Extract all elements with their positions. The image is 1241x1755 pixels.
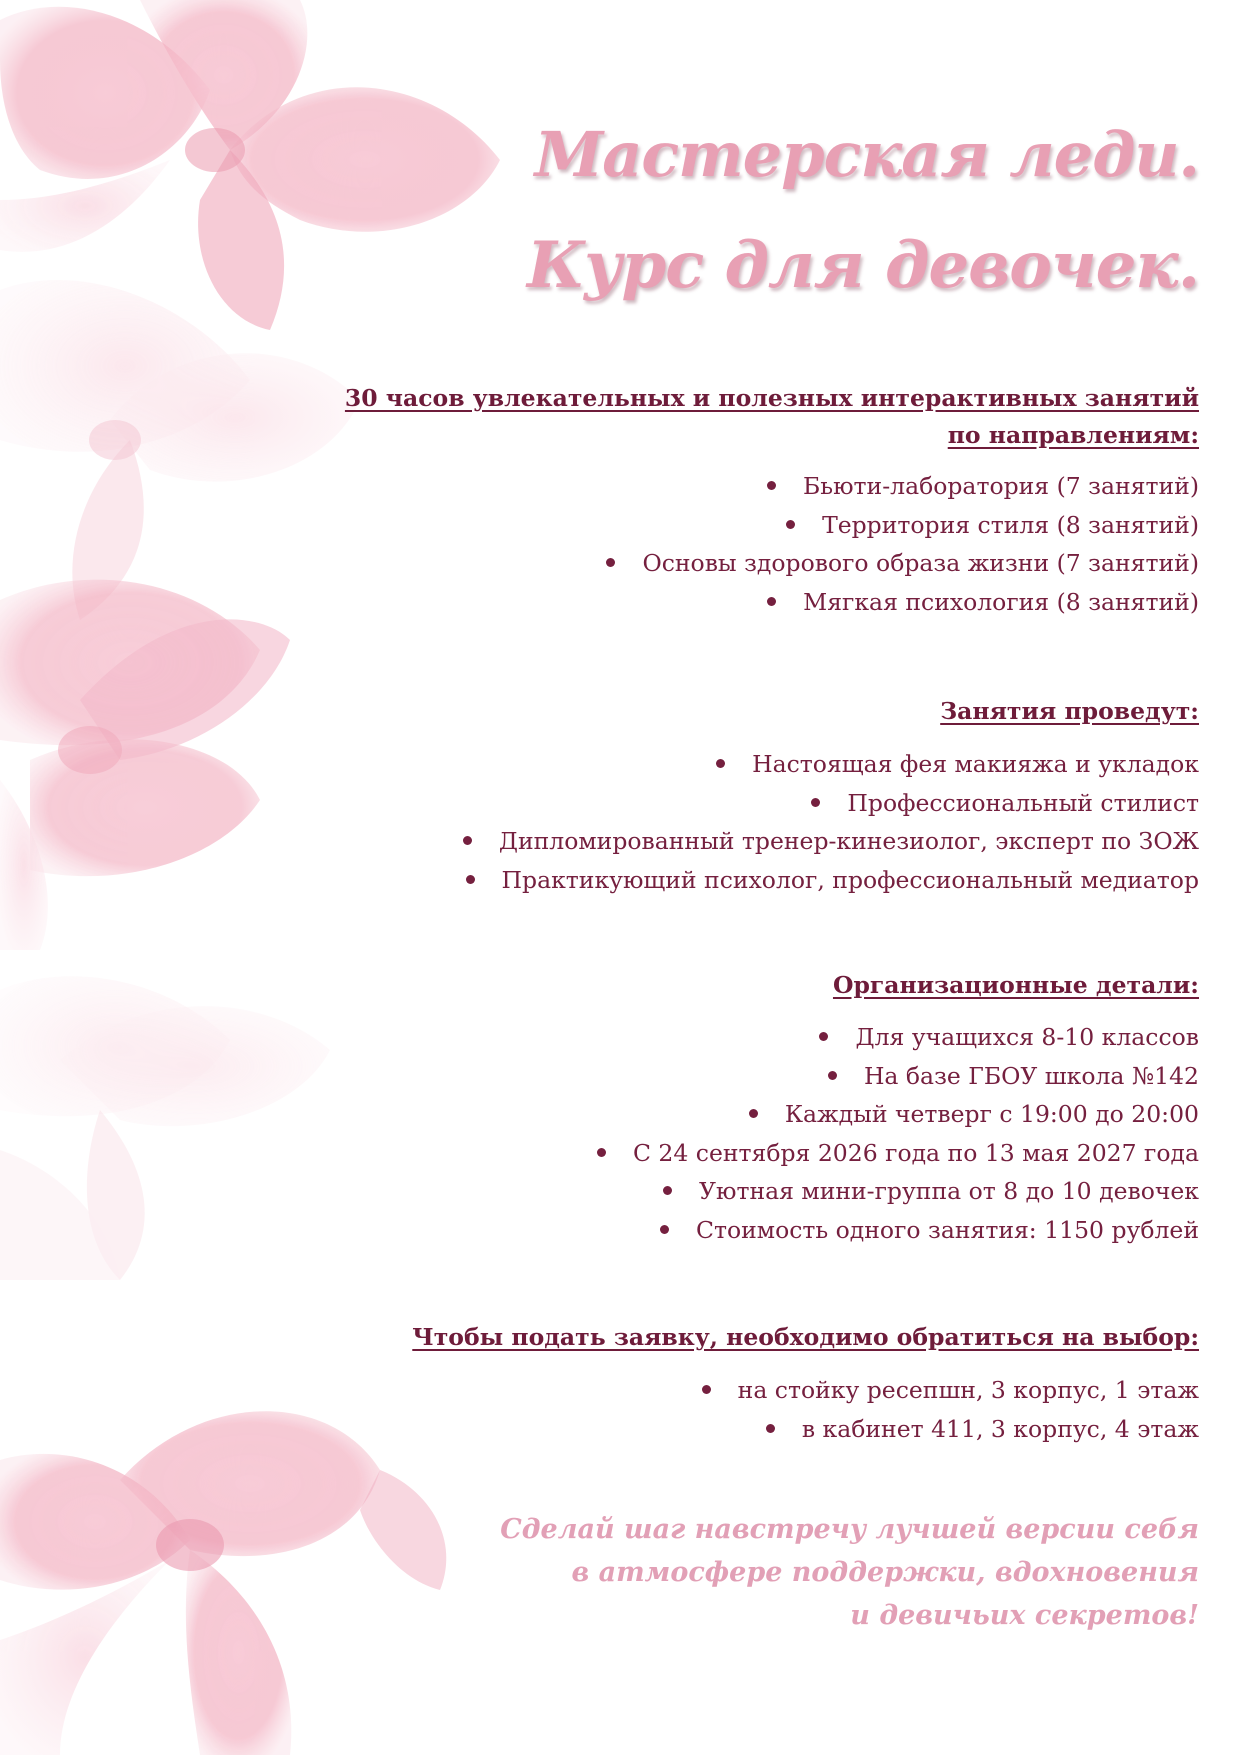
list-item — [463, 745, 1199, 784]
list-item-text: на стойку ресепшн, 3 корпус, 1 этаж — [737, 1376, 1199, 1404]
list-item-text: Территория стиля (8 занятий) — [822, 510, 1199, 539]
section-directions — [345, 380, 1199, 621]
list-item — [345, 544, 1199, 583]
bullet-icon — [660, 1225, 669, 1234]
list-item — [597, 1134, 1199, 1173]
list-item — [345, 583, 1199, 622]
bullet-icon — [767, 597, 776, 606]
list-item — [463, 822, 1199, 861]
title-line-1: Мастерская леди. — [534, 118, 1199, 191]
section-heading: Занятия проведут: — [940, 697, 1199, 725]
section-application — [412, 1319, 1199, 1448]
list-item — [412, 1371, 1199, 1410]
list-item-text: Мягкая психология (8 занятий) — [803, 587, 1199, 616]
list-item — [597, 1172, 1199, 1211]
list-item-text: С 24 сентября 2026 года по 13 мая 2027 года — [632, 1138, 1199, 1167]
list-item-text: Практикующий психолог, профессиональный медиатор — [501, 865, 1199, 894]
organization-list — [597, 1018, 1199, 1249]
section-organization — [597, 967, 1199, 1249]
bullet-icon — [749, 1109, 758, 1118]
bullet-icon — [606, 558, 615, 567]
list-item — [463, 861, 1199, 900]
list-item — [597, 1057, 1199, 1096]
list-item — [597, 1095, 1199, 1134]
list-item-text: Бьюти-лаборатория (7 занятий) — [803, 472, 1199, 500]
bullet-icon — [597, 1148, 606, 1157]
slogan — [500, 1508, 1199, 1637]
application-list — [412, 1371, 1199, 1448]
bullet-icon — [767, 481, 776, 490]
list-item-text: Каждый четверг с 19:00 до 20:00 — [784, 1100, 1199, 1128]
bullet-icon — [811, 798, 820, 807]
directions-list — [345, 467, 1199, 621]
list-item — [597, 1018, 1199, 1057]
list-item-text: Стоимость одного занятия: 1150 рублей — [696, 1215, 1199, 1244]
bullet-icon — [463, 836, 472, 845]
title-line-2: Курс для девочек. — [526, 228, 1199, 303]
slogan-line: Сделай шаг навстречу лучшей версии себя — [500, 1514, 1199, 1545]
list-item — [412, 1410, 1199, 1449]
instructors-list — [463, 745, 1199, 899]
list-item — [463, 784, 1199, 823]
section-heading: Организационные детали: — [832, 971, 1199, 999]
section-heading: по направлениям: — [947, 421, 1199, 449]
bullet-icon — [716, 759, 725, 768]
bullet-icon — [702, 1385, 711, 1394]
section-heading: Чтобы подать заявку, необходимо обратиться на выбор: — [412, 1323, 1199, 1351]
list-item-text: На базе ГБОУ школа №142 — [863, 1061, 1199, 1090]
bullet-icon — [828, 1071, 837, 1080]
bullet-icon — [819, 1032, 828, 1041]
list-item-text: Профессиональный стилист — [847, 788, 1199, 817]
list-item — [597, 1211, 1199, 1250]
section-heading: 30 часов увлекательных и полезных интерактивных занятий — [344, 384, 1199, 412]
list-item-text: Уютная мини-группа от 8 до 10 девочек — [699, 1177, 1199, 1205]
list-item-text: Дипломированный тренер-кинезиолог, эксперт по ЗОЖ — [498, 827, 1199, 855]
slogan-line: и девичьих секретов! — [850, 1600, 1199, 1631]
section-instructors — [463, 693, 1199, 899]
bullet-icon — [786, 520, 795, 529]
bullet-icon — [766, 1424, 775, 1433]
list-item — [345, 467, 1199, 506]
slogan-line: в атмосфере поддержки, вдохновения — [571, 1557, 1199, 1588]
list-item-text: в кабинет 411, 3 корпус, 4 этаж — [801, 1414, 1199, 1443]
list-item-text: Основы здорового образа жизни (7 занятий) — [642, 549, 1199, 577]
list-item-text: Для учащихся 8-10 классов — [855, 1023, 1199, 1051]
list-item — [345, 506, 1199, 545]
bullet-icon — [466, 875, 475, 884]
bullet-icon — [663, 1186, 672, 1195]
list-item-text: Настоящая фея макияжа и укладок — [752, 750, 1199, 778]
